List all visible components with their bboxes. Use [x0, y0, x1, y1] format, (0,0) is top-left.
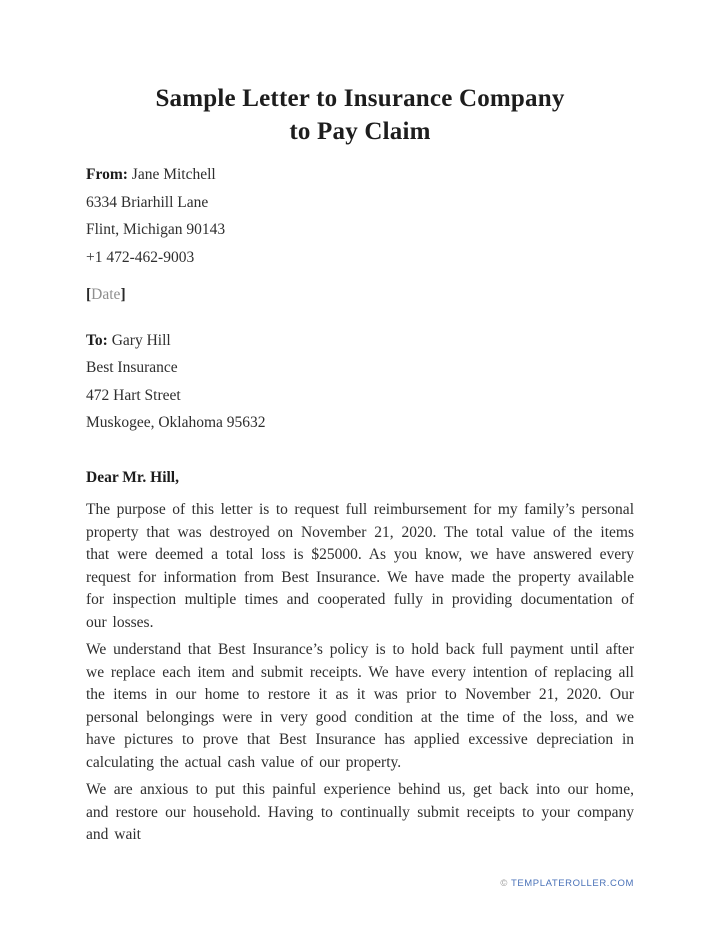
document-title-line2: to Pay Claim [289, 118, 431, 145]
recipient-address-line1: 472 Hart Street [86, 386, 181, 404]
recipient-address-line2: Muskogee, Oklahoma 95632 [86, 414, 266, 431]
copyright-icon: © [500, 878, 508, 889]
letter-content [0, 82, 720, 847]
letter-paragraph-1: The purpose of this letter is to request full reimbursement for my family’s personal property that was destroyed on November 21, 2020. The total value of the items that were deemed a total loss is $25000. As you know, we have answered every request for information from Best Insurance. We have made the property available for inspection multiple times and cooperated fully in providing documentation of our losses. [86, 501, 634, 631]
footer [500, 878, 634, 889]
recipient-name-line [86, 327, 634, 355]
sender-address-line2: Flint, Michigan 90143 [86, 221, 226, 238]
sender-address-line1: 6334 Briarhill Lane [86, 193, 209, 211]
document-title-line1: Sample Letter to Insurance Company [155, 85, 565, 112]
to-label: To: [86, 331, 108, 349]
recipient-block [86, 327, 634, 437]
from-label: From: [86, 166, 128, 183]
sender-name-line [86, 161, 634, 189]
date-placeholder [86, 281, 634, 309]
templateroller-link[interactable]: TEMPLATEROLLER.COM [510, 878, 634, 889]
letter-paragraph-3: We are anxious to put this painful experience behind us, get back into our home, and restore our household. Having to continually submit receipts to your company and wait [86, 781, 634, 843]
date-close-bracket: ] [120, 286, 126, 303]
sender-block [86, 161, 634, 271]
document-title [86, 82, 634, 148]
letter-paragraph-2: We understand that Best Insurance’s policy is to hold back full payment until after we replace each item and submit receipts. We have every intention of replacing all the items in our home to restore it as it was prior to November 21, 2020. Our personal belongings were in very good condition at the time of the loss, and we have pictures to prove that Best Insurance has applied excessive depreciation in calculating the actual cash value of our property. [86, 641, 634, 771]
recipient-company: Best Insurance [86, 359, 178, 376]
sender-name: Jane Mitchell [131, 166, 216, 183]
date-open-bracket: [ [86, 286, 92, 303]
salutation: Dear Mr. Hill, [86, 468, 179, 486]
date-placeholder-label: Date [91, 286, 121, 303]
sender-phone: +1 472-462-9003 [86, 248, 195, 266]
recipient-name: Gary Hill [111, 331, 171, 349]
